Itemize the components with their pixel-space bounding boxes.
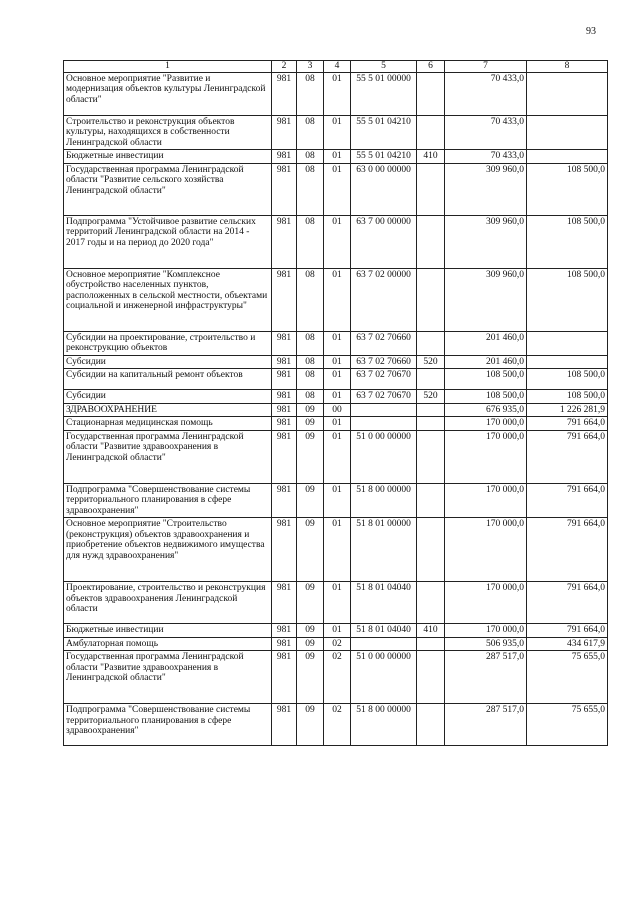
row-col-6 — [417, 582, 445, 624]
row-col-4: 01 — [324, 215, 351, 268]
row-col-5: 55 5 01 04210 — [351, 150, 417, 164]
row-col-8: 75 655,0 — [527, 651, 608, 704]
row-col-5: 63 7 02 70660 — [351, 355, 417, 369]
header-col-1: 1 — [64, 61, 272, 73]
row-col-7: 170 000,0 — [445, 518, 527, 582]
row-col-7: 108 500,0 — [445, 390, 527, 404]
row-col-4: 01 — [324, 331, 351, 355]
table-row — [64, 624, 608, 638]
row-col-6: 410 — [417, 624, 445, 638]
table-row — [64, 430, 608, 483]
row-col-6: 520 — [417, 390, 445, 404]
row-col-7: 70 433,0 — [445, 115, 527, 150]
row-col-3: 09 — [297, 403, 324, 417]
table-row — [64, 331, 608, 355]
row-name: Государственная программа Ленинградской области "Развитие здравоохранения в Ленинградской области" — [64, 430, 272, 483]
header-col-7: 7 — [445, 61, 527, 73]
row-col-3: 09 — [297, 430, 324, 483]
table-row — [64, 369, 608, 390]
row-col-2: 981 — [272, 417, 297, 431]
row-col-6 — [417, 72, 445, 115]
row-col-7: 309 960,0 — [445, 163, 527, 215]
row-col-5: 63 7 02 00000 — [351, 268, 417, 331]
row-col-7: 201 460,0 — [445, 331, 527, 355]
row-col-5: 63 7 00 00000 — [351, 215, 417, 268]
table-row — [64, 268, 608, 331]
row-name: Субсидии — [64, 355, 272, 369]
row-name: Основное мероприятие "Строительство (реконструкция) объектов здравоохранения и приобретение объектов недвижимого имущества для нужд здравоохранения" — [64, 518, 272, 582]
row-col-2: 981 — [272, 163, 297, 215]
row-name: Бюджетные инвестиции — [64, 624, 272, 638]
row-col-4: 02 — [324, 637, 351, 651]
row-col-4: 01 — [324, 72, 351, 115]
header-col-2: 2 — [272, 61, 297, 73]
header-col-6: 6 — [417, 61, 445, 73]
row-col-3: 08 — [297, 215, 324, 268]
table-row — [64, 582, 608, 624]
row-col-5: 51 8 00 00000 — [351, 483, 417, 518]
row-col-6 — [417, 637, 445, 651]
row-col-7: 201 460,0 — [445, 355, 527, 369]
table-row — [64, 483, 608, 518]
row-col-7: 309 960,0 — [445, 215, 527, 268]
row-col-5: 51 0 00 00000 — [351, 651, 417, 704]
row-col-4: 01 — [324, 430, 351, 483]
table-row — [64, 215, 608, 268]
row-col-4: 01 — [324, 115, 351, 150]
row-col-8: 791 664,0 — [527, 417, 608, 431]
row-col-7: 287 517,0 — [445, 704, 527, 746]
row-col-8: 75 655,0 — [527, 704, 608, 746]
row-col-4: 01 — [324, 417, 351, 431]
row-col-8: 1 226 281,9 — [527, 403, 608, 417]
row-col-8: 434 617,9 — [527, 637, 608, 651]
row-col-7: 108 500,0 — [445, 369, 527, 390]
row-col-6 — [417, 483, 445, 518]
row-col-5: 51 8 01 04040 — [351, 582, 417, 624]
row-col-5: 51 8 00 00000 — [351, 704, 417, 746]
table-row — [64, 150, 608, 164]
table-row — [64, 163, 608, 215]
row-name: Основное мероприятие "Комплексное обустройство населенных пунктов, расположенных в сельской местности, объектами социальной и инженерной инфраструктуры" — [64, 268, 272, 331]
row-col-8: 791 664,0 — [527, 430, 608, 483]
row-col-6 — [417, 369, 445, 390]
row-col-4: 02 — [324, 651, 351, 704]
row-col-5: 63 0 00 00000 — [351, 163, 417, 215]
header-col-5: 5 — [351, 61, 417, 73]
row-col-6 — [417, 268, 445, 331]
row-col-2: 981 — [272, 72, 297, 115]
row-col-4: 01 — [324, 268, 351, 331]
row-col-2: 981 — [272, 390, 297, 404]
row-col-6 — [417, 163, 445, 215]
row-col-2: 981 — [272, 582, 297, 624]
header-col-8: 8 — [527, 61, 608, 73]
row-col-5: 55 5 01 04210 — [351, 115, 417, 150]
row-name: Субсидии на проектирование, строительство и реконструкцию объектов — [64, 331, 272, 355]
row-name: Подпрограмма "Совершенствование системы территориального планирования в сфере здравоохранения" — [64, 483, 272, 518]
header-col-4: 4 — [324, 61, 351, 73]
row-col-4: 01 — [324, 369, 351, 390]
row-col-8: 108 500,0 — [527, 390, 608, 404]
row-col-2: 981 — [272, 637, 297, 651]
table-row — [64, 518, 608, 582]
row-col-4: 02 — [324, 704, 351, 746]
row-name: Строительство и реконструкция объектов культуры, находящихся в собственности Ленинградской области — [64, 115, 272, 150]
row-name: Субсидии — [64, 390, 272, 404]
row-col-8: 108 500,0 — [527, 268, 608, 331]
row-col-8 — [527, 355, 608, 369]
row-col-2: 981 — [272, 369, 297, 390]
row-col-6 — [417, 403, 445, 417]
row-col-6 — [417, 215, 445, 268]
table-row — [64, 355, 608, 369]
row-col-3: 09 — [297, 417, 324, 431]
row-name: Стационарная медицинская помощь — [64, 417, 272, 431]
row-col-3: 09 — [297, 483, 324, 518]
row-col-8: 791 664,0 — [527, 582, 608, 624]
row-col-3: 08 — [297, 163, 324, 215]
row-col-4: 01 — [324, 163, 351, 215]
row-name: Бюджетные инвестиции — [64, 150, 272, 164]
row-col-4: 01 — [324, 483, 351, 518]
row-col-8: 791 664,0 — [527, 624, 608, 638]
row-col-7: 170 000,0 — [445, 624, 527, 638]
row-col-3: 08 — [297, 268, 324, 331]
row-name: Амбулаторная помощь — [64, 637, 272, 651]
row-col-7: 70 433,0 — [445, 72, 527, 115]
table-row — [64, 72, 608, 115]
row-col-2: 981 — [272, 331, 297, 355]
row-name: Проектирование, строительство и реконструкция объектов здравоохранения Ленинградской области — [64, 582, 272, 624]
row-col-5: 63 7 02 70660 — [351, 331, 417, 355]
row-col-8: 791 664,0 — [527, 518, 608, 582]
row-col-5: 63 7 02 70670 — [351, 390, 417, 404]
row-col-5: 51 0 00 00000 — [351, 430, 417, 483]
row-name: Государственная программа Ленинградской области "Развитие сельского хозяйства Ленинградской области" — [64, 163, 272, 215]
row-col-2: 981 — [272, 624, 297, 638]
row-col-6 — [417, 704, 445, 746]
row-col-6 — [417, 417, 445, 431]
row-col-3: 08 — [297, 115, 324, 150]
row-col-6 — [417, 115, 445, 150]
row-col-4: 01 — [324, 582, 351, 624]
row-col-3: 08 — [297, 72, 324, 115]
row-col-3: 09 — [297, 704, 324, 746]
table-row — [64, 403, 608, 417]
row-col-5: 51 8 01 00000 — [351, 518, 417, 582]
row-col-5: 51 8 01 04040 — [351, 624, 417, 638]
row-col-4: 01 — [324, 150, 351, 164]
row-col-2: 981 — [272, 115, 297, 150]
row-col-8 — [527, 331, 608, 355]
row-col-8 — [527, 150, 608, 164]
row-name: Основное мероприятие "Развитие и модернизация объектов культуры Ленинградской области" — [64, 72, 272, 115]
row-col-5: 63 7 02 70670 — [351, 369, 417, 390]
table-row — [64, 704, 608, 746]
row-col-7: 70 433,0 — [445, 150, 527, 164]
row-col-5 — [351, 637, 417, 651]
row-col-5: 55 5 01 00000 — [351, 72, 417, 115]
row-col-7: 170 000,0 — [445, 582, 527, 624]
row-col-2: 981 — [272, 483, 297, 518]
row-col-3: 09 — [297, 637, 324, 651]
row-col-8: 108 500,0 — [527, 215, 608, 268]
table-row — [64, 637, 608, 651]
row-col-4: 01 — [324, 355, 351, 369]
row-name: Государственная программа Ленинградской области "Развитие здравоохранения в Ленинградской области" — [64, 651, 272, 704]
table-row — [64, 417, 608, 431]
row-col-7: 309 960,0 — [445, 268, 527, 331]
row-col-8: 108 500,0 — [527, 369, 608, 390]
row-name: Субсидии на капитальный ремонт объектов — [64, 369, 272, 390]
row-col-6 — [417, 430, 445, 483]
row-col-2: 981 — [272, 430, 297, 483]
header-row — [64, 61, 608, 73]
budget-table — [63, 60, 608, 746]
row-col-3: 09 — [297, 582, 324, 624]
row-col-5 — [351, 403, 417, 417]
row-col-2: 981 — [272, 150, 297, 164]
header-col-3: 3 — [297, 61, 324, 73]
row-col-7: 676 935,0 — [445, 403, 527, 417]
row-col-2: 981 — [272, 518, 297, 582]
row-col-5 — [351, 417, 417, 431]
row-col-6 — [417, 651, 445, 704]
row-col-8: 108 500,0 — [527, 163, 608, 215]
row-col-4: 01 — [324, 624, 351, 638]
row-col-6 — [417, 331, 445, 355]
row-col-2: 981 — [272, 355, 297, 369]
row-col-7: 170 000,0 — [445, 417, 527, 431]
row-col-2: 981 — [272, 403, 297, 417]
row-col-7: 287 517,0 — [445, 651, 527, 704]
row-col-4: 00 — [324, 403, 351, 417]
row-col-7: 170 000,0 — [445, 483, 527, 518]
row-col-3: 09 — [297, 651, 324, 704]
row-col-8 — [527, 72, 608, 115]
row-col-3: 08 — [297, 331, 324, 355]
table-row — [64, 115, 608, 150]
row-col-6 — [417, 518, 445, 582]
row-col-3: 09 — [297, 624, 324, 638]
row-col-4: 01 — [324, 518, 351, 582]
row-name: Подпрограмма "Устойчивое развитие сельских территорий Ленинградской области на 2014 - 2017 годы и на период до 2020 года" — [64, 215, 272, 268]
row-name: ЗДРАВООХРАНЕНИЕ — [64, 403, 272, 417]
row-col-2: 981 — [272, 704, 297, 746]
row-col-8 — [527, 115, 608, 150]
row-col-8: 791 664,0 — [527, 483, 608, 518]
row-col-2: 981 — [272, 651, 297, 704]
row-col-6: 520 — [417, 355, 445, 369]
table-row — [64, 390, 608, 404]
row-col-3: 08 — [297, 355, 324, 369]
row-col-7: 506 935,0 — [445, 637, 527, 651]
row-col-3: 08 — [297, 390, 324, 404]
row-col-3: 08 — [297, 150, 324, 164]
row-col-6: 410 — [417, 150, 445, 164]
row-col-7: 170 000,0 — [445, 430, 527, 483]
table-body — [64, 72, 608, 746]
row-col-2: 981 — [272, 215, 297, 268]
table-row — [64, 651, 608, 704]
row-col-2: 981 — [272, 268, 297, 331]
row-col-3: 09 — [297, 518, 324, 582]
row-col-3: 08 — [297, 369, 324, 390]
row-col-4: 01 — [324, 390, 351, 404]
page-number: 93 — [586, 26, 596, 37]
row-name: Подпрограмма "Совершенствование системы территориального планирования в сфере здравоохранения" — [64, 704, 272, 746]
